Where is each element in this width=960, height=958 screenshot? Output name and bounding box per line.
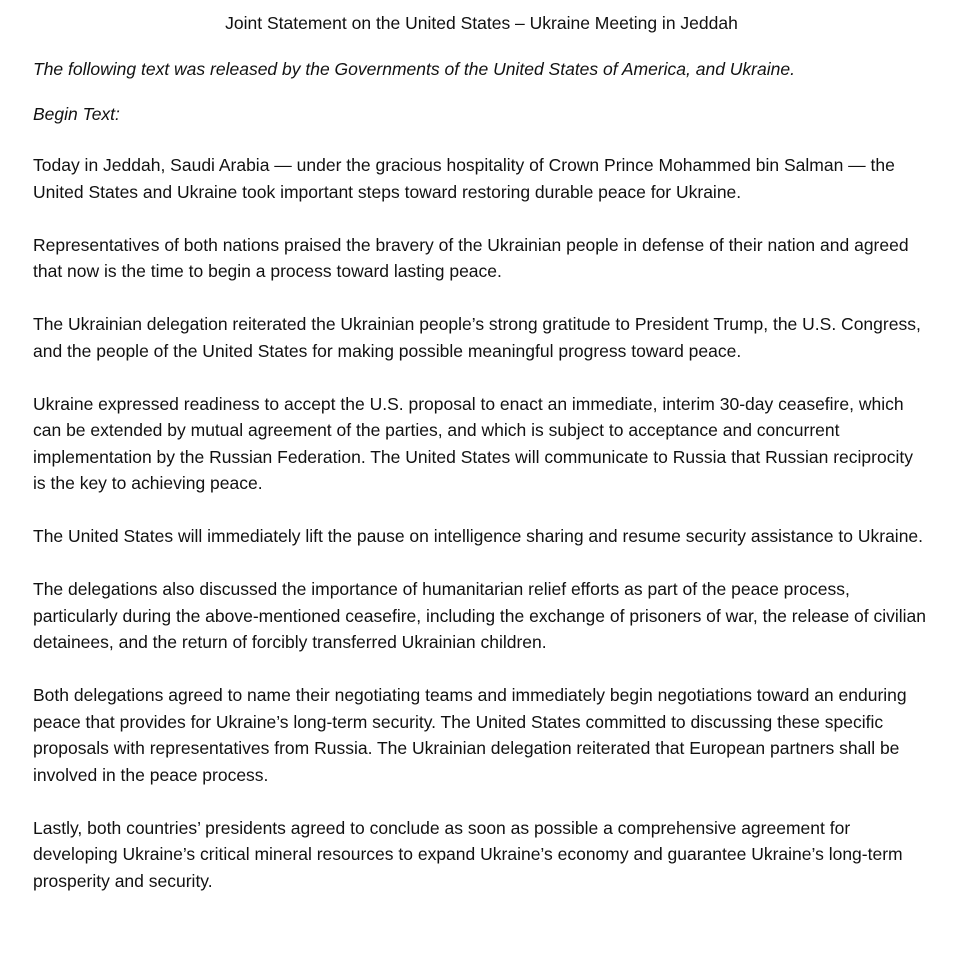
paragraph-mineral-resources: Lastly, both countries’ presidents agreed to conclude as soon as possible a comprehensive agreement for developing Ukraine’s critical mineral resources to expand Ukraine’s economy and guarantee Ukraine’s long-term prosperity and security. [33,817,903,891]
paragraph-ukrainian-gratitude: The Ukrainian delegation reiterated the Ukrainian people’s strong gratitude to President Trump, the U.S. Congress, and the people of the United States for making possible meaningful progress toward peace. [33,314,921,361]
document-title: Joint Statement on the United States – Ukraine Meeting in Jeddah [225,13,738,33]
paragraph-humanitarian-relief: The delegations also discussed the importance of humanitarian relief efforts as part of the peace process, particularly during the above-mentioned ceasefire, including the exchange of prisoners of war, the release of civilian detainees, and the return of forcibly transferred Ukrainian children. [33,579,927,652]
release-note: The following text was released by the Governments of the United States of America, and Ukraine. [33,59,795,79]
paragraph-representatives-bravery: Representatives of both nations praised the bravery of the Ukrainian people in defense of their nation and agreed that now is the time to begin a process toward lasting peace. [33,234,909,281]
paragraph-intelligence-sharing: The United States will immediately lift the pause on intelligence sharing and resume security assistance to Ukraine. [33,526,924,546]
paragraph-jeddah-steps: Today in Jeddah, Saudi Arabia — under the gracious hospitality of Crown Prince Mohammed bin Salman — the United States and Ukraine took important steps toward restoring durable peace for Ukraine. [33,155,895,202]
paragraph-ceasefire-proposal: Ukraine expressed readiness to accept the U.S. proposal to enact an immediate, interim 30-day ceasefire, which can be extended by mutual agreement of the parties, and which is subject to acceptance and concurrent implementation by the Russian Federation. The United States will communicate to Russia that Russian reciprocity is the key to achieving peace. [33,393,913,493]
begin-text-label: Begin Text: [33,104,120,124]
paragraph-negotiating-teams: Both delegations agreed to name their negotiating teams and immediately begin negotiations toward an enduring peace that provides for Ukraine’s long-term security. The United States committed to discussing these specific proposals with representatives from Russia. The Ukrainian delegation reiterated that European partners shall be involved in the peace process. [33,685,907,785]
